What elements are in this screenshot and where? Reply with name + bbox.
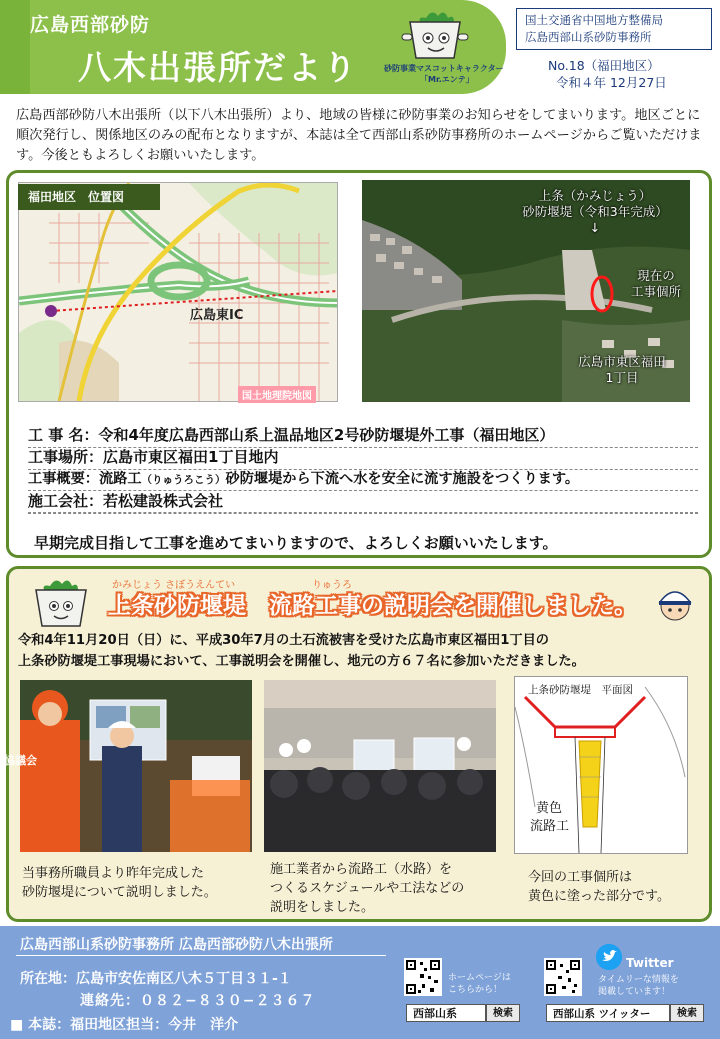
photo-label-site: [616, 268, 696, 300]
homepage-search-box[interactable]: 西部山系: [406, 1004, 486, 1022]
info-project-place: [28, 446, 698, 470]
footer-org: 広島西部山系砂防事務所 広島西部砂防八木出張所: [20, 937, 333, 953]
header-title-line2: 八木出張所だより: [78, 48, 358, 87]
caption-plan: [528, 868, 670, 906]
agency-line2: 広島西部山系砂防事務所: [525, 30, 652, 44]
info-summary-value-a: 流路工: [98, 471, 142, 487]
header-title-line1: 広島西部砂防: [30, 14, 151, 36]
info-contractor: [28, 490, 698, 514]
photo-label-area-line1: 広島市東区福田: [578, 354, 666, 369]
photo-label-site-line2: 工事個所: [630, 284, 681, 299]
agency-line1: 国土交通省中国地方整備局: [525, 13, 663, 27]
photo-contractor-drawing: [264, 680, 496, 852]
location-map: [18, 182, 338, 402]
briefing-body-line2: 上条砂防堰堤工事現場において、工事説明会を開催し、地元の方６７名に参加いただきました。: [18, 654, 585, 669]
photo-label-dam: [500, 188, 690, 236]
map-ic-label: 広島東IC: [190, 308, 244, 323]
twitter-note: [598, 974, 679, 998]
homepage-search-button[interactable]: 検索: [486, 1004, 520, 1022]
worker-helmet-icon: [656, 584, 694, 624]
twitter-note-line1: タイムリーな情報を: [598, 975, 679, 985]
mascot-small-icon: [28, 576, 94, 632]
caption2-line1: 施工業者から流路工（水路）を: [270, 862, 453, 877]
mascot-caption-line1: 砂防事業マスコットキャラクター: [384, 64, 504, 73]
briefing-body-line1: 令和4年11月20日（日）に、平成30年7月の土石流被害を受けた広島市東区福田1丁目の: [18, 633, 549, 648]
caption-photo2: [270, 860, 464, 917]
footer-divider: [16, 955, 386, 956]
footer-phone: 連絡先：０８２−８３０−２３６７: [80, 993, 316, 1009]
caption1-line1: 当事務所職員より昨年完成した: [22, 866, 205, 881]
issue-number: No.18（福田地区）: [548, 58, 660, 73]
issue-date: 令和４年 12月27日: [556, 75, 667, 90]
title-ruby-2: りゅうろ: [312, 580, 352, 591]
photo-label-area: [566, 354, 678, 386]
mascot-mr-ente-icon: [400, 8, 470, 64]
info-name-key: 工 事 名：: [28, 426, 99, 444]
plan-label-line2: 流路工: [530, 819, 570, 834]
title-ruby-1: かみじょう さぼうえんてい: [112, 580, 236, 591]
photo1-sign-text: 協議会: [4, 754, 37, 767]
twitter-search-box[interactable]: 西部山系 ツイッター: [546, 1004, 670, 1022]
info-name-value: 令和4年度広島西部山系上温品地区2号砂防堰堤外工事（福田地区）: [98, 426, 555, 444]
info-summary-ruby: （りゅうろこう）: [141, 474, 226, 486]
photo-label-dam-line2: 砂防堰堤（令和3年完成）: [522, 204, 668, 219]
map-credit: 国土地理院地図: [238, 386, 316, 403]
briefing-body: [18, 630, 708, 672]
info-summary-value-b: 砂防堰堤から下流へ水を安全に流す施設をつくります。: [225, 471, 580, 487]
map-drawing: [19, 183, 337, 401]
agency-box: [516, 8, 712, 50]
twitter-qr-code[interactable]: [544, 958, 582, 996]
info-place-key: 工事場所：: [28, 448, 104, 466]
plan-label-line1: 黄色: [536, 801, 563, 816]
map-label: 福田地区 位置図: [18, 184, 160, 210]
homepage-qr-code[interactable]: [404, 958, 442, 996]
caption3-line2: 黄色に塗った部分です。: [528, 889, 670, 904]
intro-paragraph: 広島西部砂防八木出張所（以下八木出張所）より、地域の皆様に砂防事業のお知らせをしてまいります。地区ごとに順次発行し、関係地区のみの配布となりますが、本誌は全て西部山系砂防事務所のホームページからご覧いただけます。今後ともよろしくお願いいたします。: [16, 108, 702, 163]
photo-label-site-line1: 現在の: [637, 268, 675, 283]
photo-staff-drawing: [20, 680, 252, 852]
caption3-line1: 今回の工事個所は: [528, 870, 633, 885]
caption-photo1: [22, 864, 217, 902]
caption2-line3: 説明をしました。: [270, 900, 375, 915]
plan-label: [530, 800, 569, 836]
caption1-line2: 砂防堰堤について説明しました。: [22, 885, 217, 900]
footer-address: 所在地：広島市安佐南区八木５丁目３１-１: [20, 971, 292, 987]
briefing-title: 上条砂防堰堤 流路工事の説明会を開催しました。: [108, 593, 637, 619]
photo-label-dam-line1: 上条（かみじょう）: [538, 188, 652, 203]
info-project-name: [28, 424, 698, 448]
footer-contact: ■ 本誌：福田地区担当：今井 洋介: [10, 1017, 239, 1033]
homepage-note-line2: こちらから！: [448, 985, 503, 995]
info-divider: [28, 512, 698, 513]
info-place-value: 広島市東区福田1丁目地内: [103, 448, 279, 466]
info-contractor-value: 若松建設株式会社: [103, 492, 224, 510]
twitter-label: Twitter: [626, 956, 674, 970]
twitter-note-line2: 掲載しています！: [598, 987, 671, 997]
homepage-note: [448, 972, 511, 996]
homepage-note-line1: ホームページは: [448, 973, 511, 983]
twitter-search-button[interactable]: 検索: [670, 1004, 704, 1022]
mascot-caption-line2: 「Mr.エンテ」: [420, 75, 474, 84]
photo-label-area-line2: 1丁目: [605, 370, 639, 385]
closing-message: 早期完成目指して工事を進めてまいりますので、よろしくお願いいたします。: [34, 534, 558, 552]
info-summary-key: 工事概要：: [28, 471, 99, 487]
info-project-summary: [28, 468, 698, 491]
twitter-bird-icon: [596, 944, 622, 970]
photo-staff-explaining: [20, 680, 252, 852]
info-contractor-key: 施工会社：: [28, 492, 104, 510]
plan-title: 上条砂防堰堤 平面図: [528, 684, 633, 696]
photo-arrow: ↓: [589, 220, 601, 235]
caption2-line2: つくるスケジュールや工法などの: [270, 881, 465, 896]
photo-contractor-explaining: [264, 680, 496, 852]
